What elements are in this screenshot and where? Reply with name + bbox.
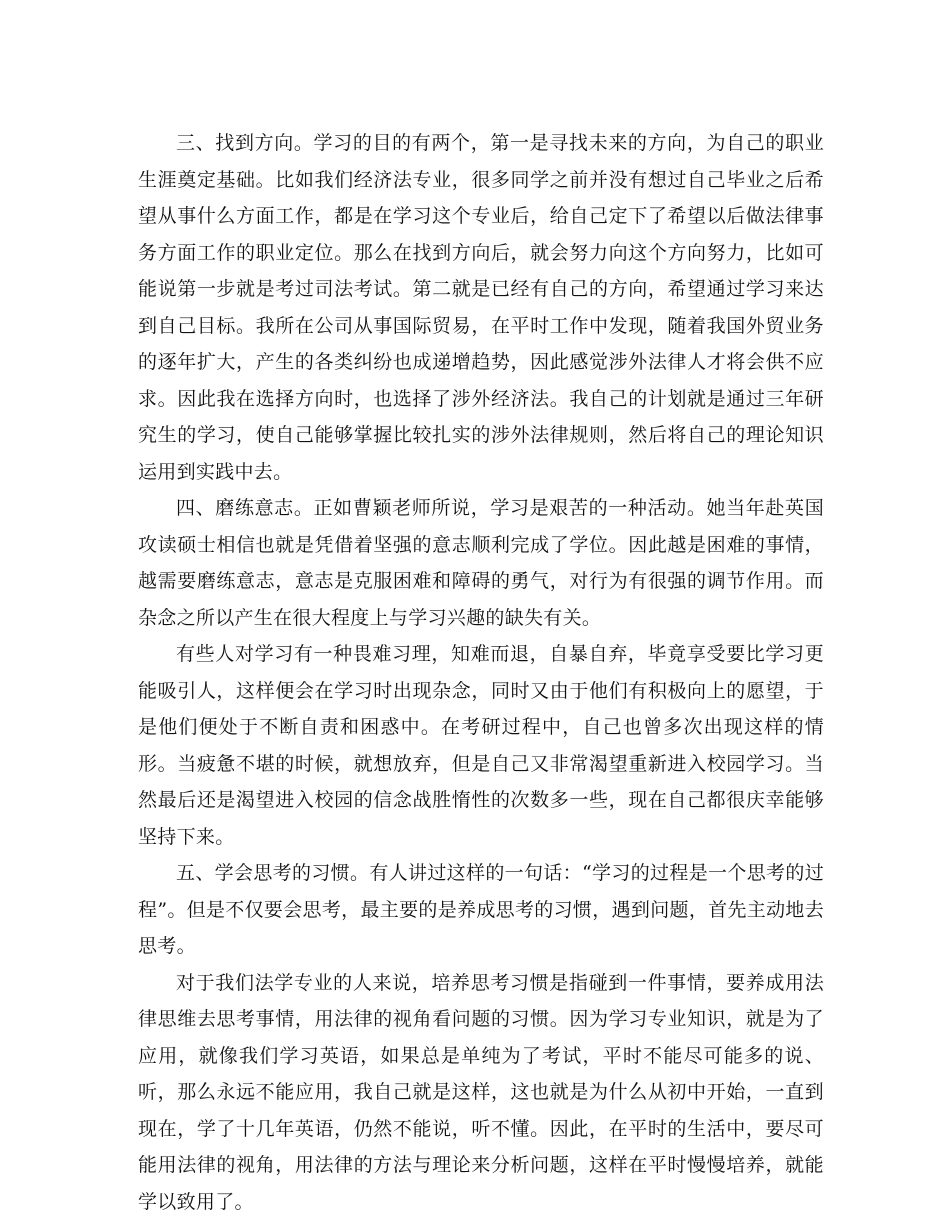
paragraph-thinking-habit: 五、学会思考的习惯。有人讲过这样的一句话：“学习的过程是一个思考的过程”。但是不仅要会思考，最主要的是养成思考的习惯，遇到问题，首先主动地去思考。 [138,862,824,957]
paragraph-find-direction: 三、找到方向。学习的目的有两个，第一是寻找未来的方向，为自己的职业生涯奠定基础。比如我们经济法专业，很多同学之前并没有想过自己毕业之后希望从事什么方面工作，都是在学习这个专业后，给自己定下了希望以后做法律事务方面工作的职业定位。那么在找到方向后，就会努力向这个方向努力，比如可能说第一步就是考过司法考试。第二就是已经有自己的方向，希望通过学习来达到自己目标。我所在公司从事国际贸易，在平时工作中发现，随着我国外贸业务的逐年扩大，产生的各类纠纷也成递增趋势，因此感觉涉外法律人才将会供不应求。因此我在选择方向时，也选择了涉外经济法。我自己的计划就是通过三年研究生的学习，使自己能够掌握比较扎实的涉外法律规则，然后将自己的理论知识运用到实践中去。 [138,132,824,483]
document-body [138,125,824,1220]
paragraph-temper-will: 四、磨练意志。正如曹颖老师所说，学习是艰苦的一种活动。她当年赴英国攻读硕士相信也就是凭借着坚强的意志顺利完成了学位。因此越是困难的事情，越需要磨练意志，意志是克服困难和障碍的勇气，对行为有很强的调节作用。而杂念之所以产生在很大程度上与学习兴趣的缺失有关。 [138,497,824,629]
paragraph-legal-thinking: 对于我们法学专业的人来说，培养思考习惯是指碰到一件事情，要养成用法律思维去思考事情，用法律的视角看问题的习惯。因为学习专业知识，就是为了应用，就像我们学习英语，如果总是单纯为了考试，平时不能尽可能多的说、听，那么永远不能应用，我自己就是这样，这也就是为什么从初中开始，一直到现在，学了十几年英语，仍然不能说，听不懂。因此，在平时的生活中，要尽可能用法律的视角，用法律的方法与理论来分析问题，这样在平时慢慢培养，就能学以致用了。 [138,971,824,1213]
paragraph-fear-of-difficulty: 有些人对学习有一种畏难习理，知难而退，自暴自弃，毕竟享受要比学习更能吸引人，这样便会在学习时出现杂念，同时又由于他们有积极向上的愿望，于是他们便处于不断自责和困惑中。在考研过程中，自己也曾多次出现这样的情形。当疲惫不堪的时候，就想放弃，但是自己又非常渴望重新进入校园学习。当然最后还是渴望进入校园的信念战胜惰性的次数多一些，现在自己都很庆幸能够坚持下来。 [138,643,824,848]
